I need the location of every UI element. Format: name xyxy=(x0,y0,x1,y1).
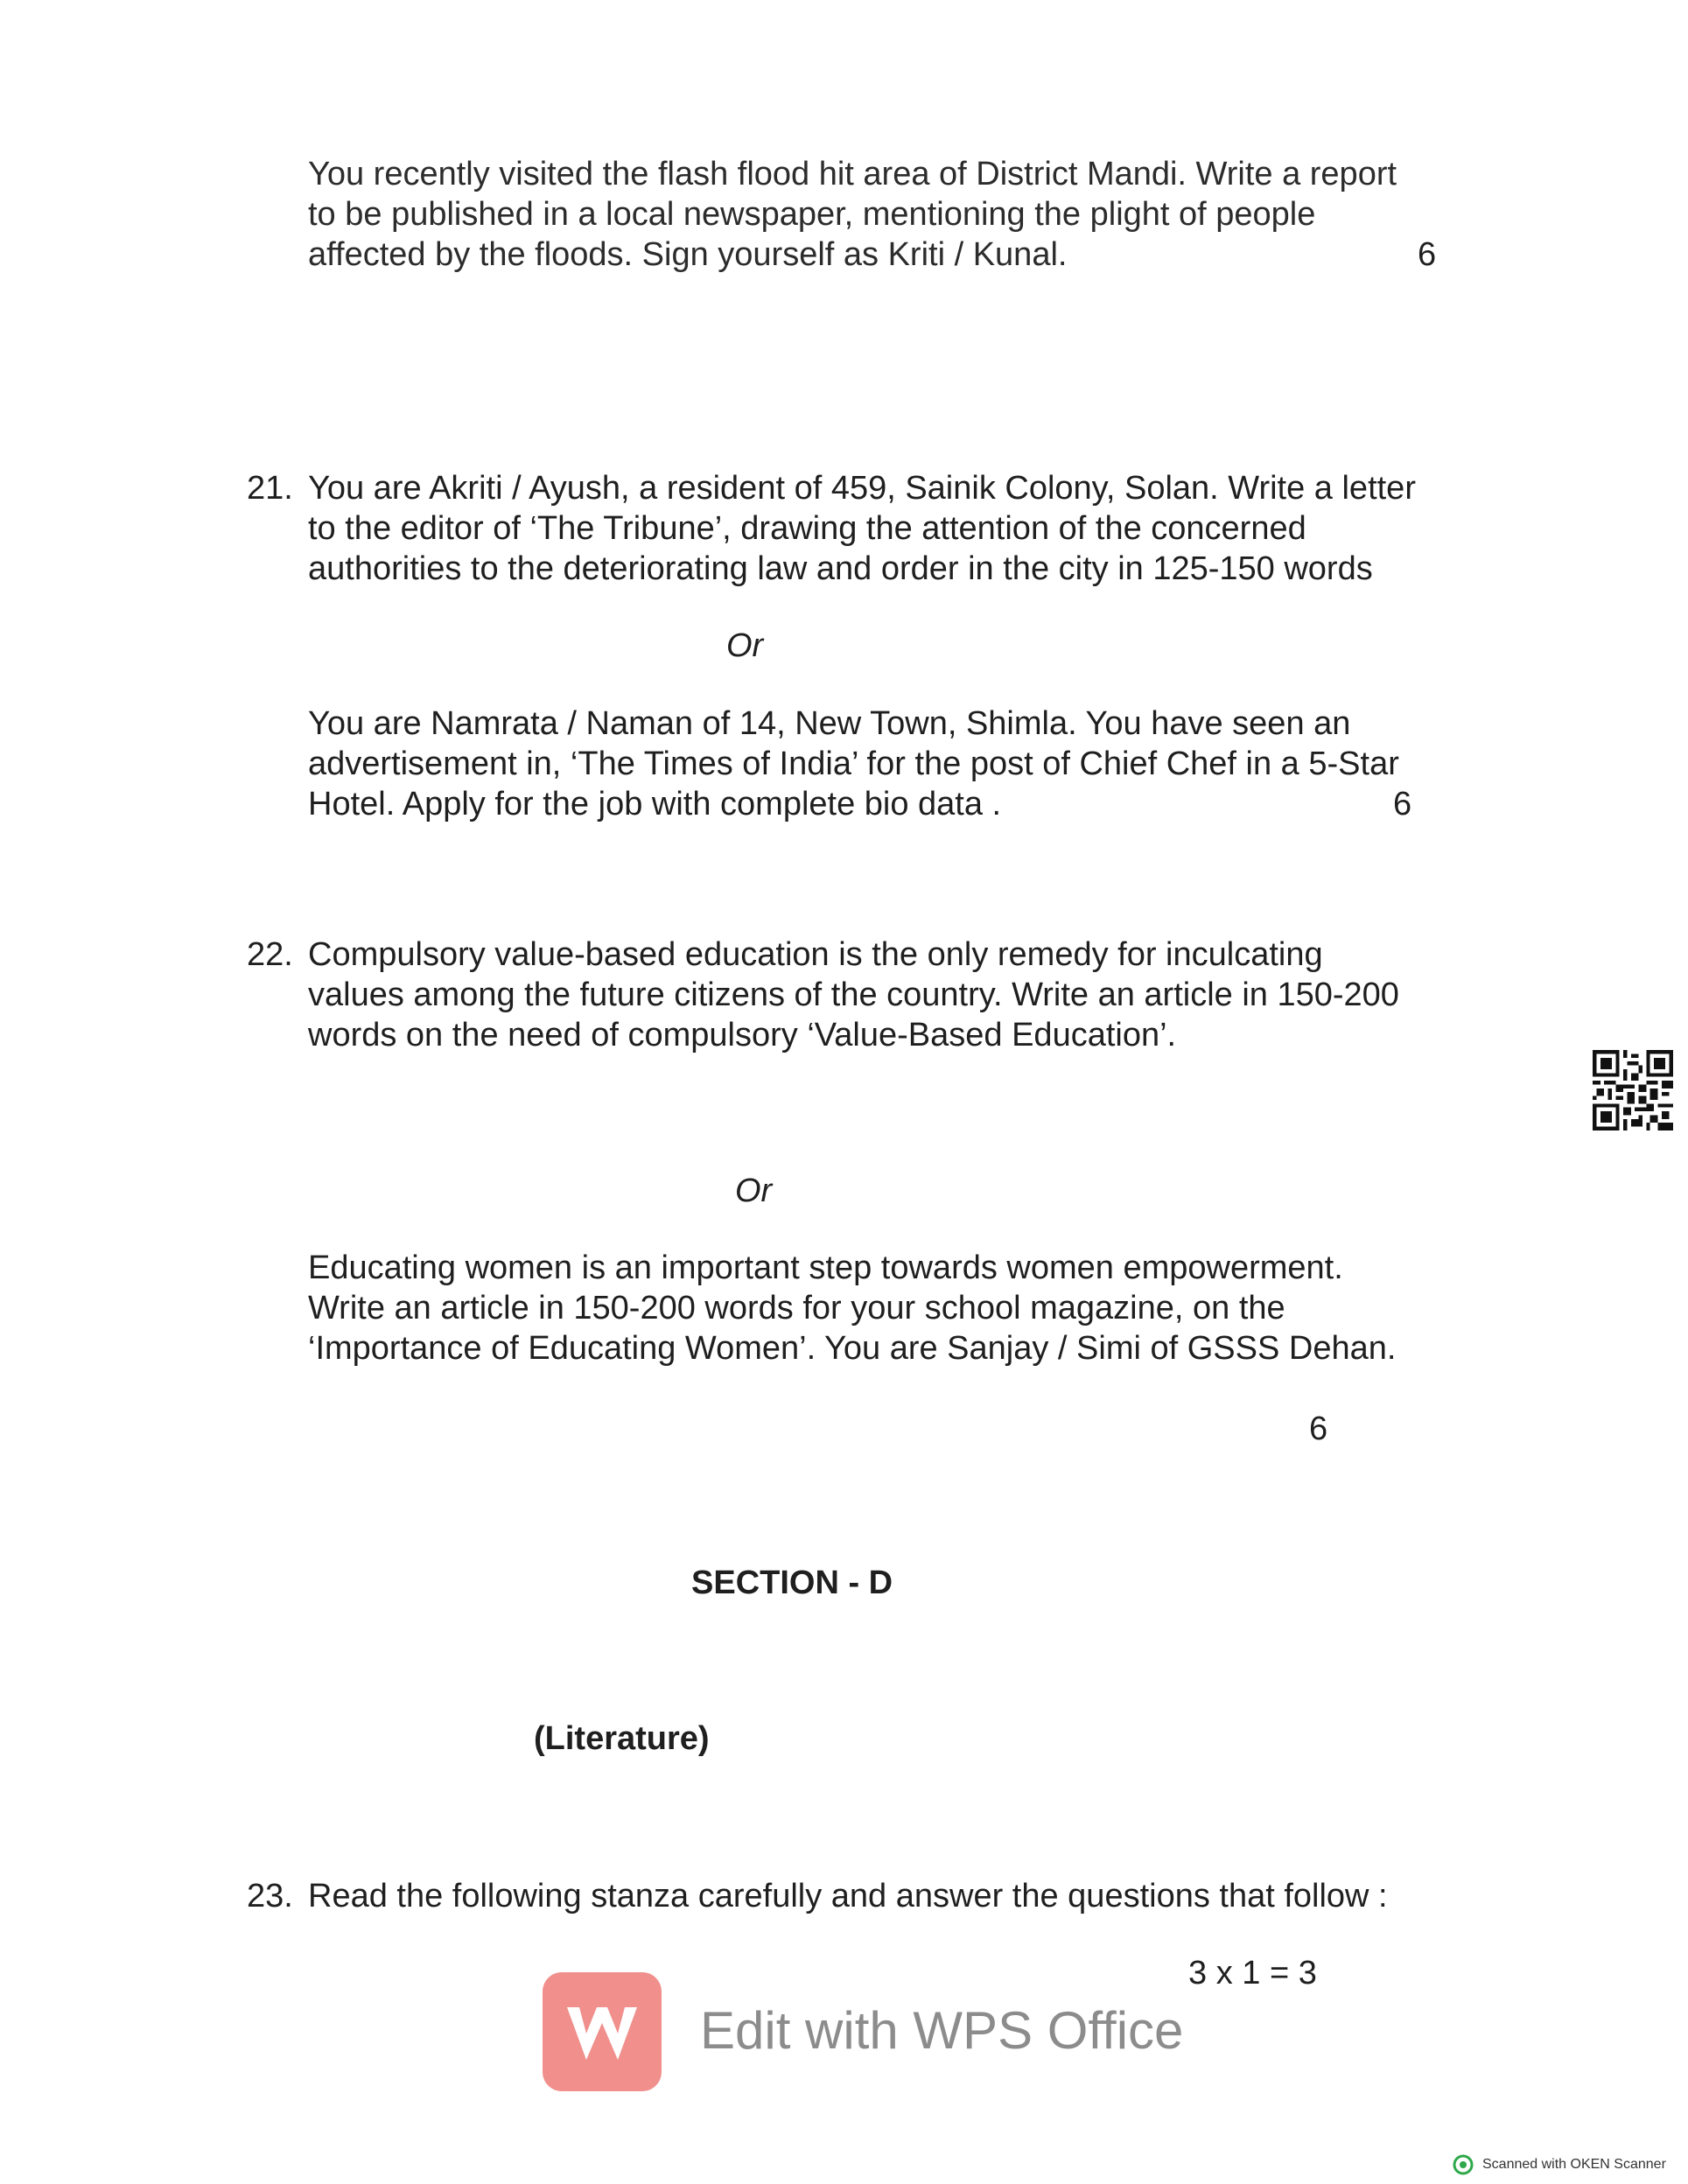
q23-text: Read the following stanza carefully and answer the questions that follow : xyxy=(308,1878,1388,1914)
q21-number: 21. xyxy=(247,470,293,507)
wps-watermark-text: Edit with WPS Office xyxy=(700,2001,1184,2060)
q21-marks: 6 xyxy=(1393,786,1412,822)
q22-marks: 6 xyxy=(1309,1410,1328,1447)
q22-text: Compulsory value-based education is the only remedy for inculcating values among the future citizens of the country. Write an article in 150-200 words on the need of compulsory ‘Value-Based Education’. xyxy=(308,936,1399,1054)
q21-alt-text: You are Namrata / Naman of 14, New Town, Shimla. You have seen an advertisement in, ‘The Times of India’ for the post of Chief Chef in a 5-Star Hotel. Apply for the job with complete bio data . xyxy=(308,705,1399,822)
q22-alt-text: Educating women is an important step towards women empowerment. Write an article in 150-200 words for your school magazine, on the ‘Importance of Educating Women’. You are Sanjay / Simi of GSSS Dehan. xyxy=(308,1250,1397,1367)
scanner-badge-text: Scanned with OKEN Scanner xyxy=(1482,2157,1666,2172)
qr-code-icon xyxy=(1593,1050,1673,1130)
q22-number: 22. xyxy=(247,936,293,973)
q20-or-text: You recently visited the flash flood hit area of District Mandi. Write a report to be published in a local newspaper, mentioning the plight of people affected by the floods. Sign yourself as Kriti / Kunal. xyxy=(308,156,1397,273)
q23-marks: 3 x 1 = 3 xyxy=(1188,1955,1317,1992)
q21-text: You are Akriti / Ayush, a resident of 459, Sainik Colony, Solan. Write a letter to the editor of ‘The Tribune’, drawing the attention of the concerned authorities to the deteriorating law and order in the city in 125-150 words xyxy=(308,470,1416,587)
q22-or: Or xyxy=(735,1172,773,1209)
oken-scanner-icon xyxy=(1453,2154,1474,2175)
q21-or: Or xyxy=(726,627,764,664)
q20-marks: 6 xyxy=(1418,236,1437,273)
section-heading: SECTION - D xyxy=(691,1564,893,1601)
wps-logo-icon xyxy=(543,1972,662,2091)
section-subheading: (Literature) xyxy=(534,1720,710,1757)
q23-number: 23. xyxy=(247,1878,293,1914)
scanner-badge xyxy=(1453,2154,1666,2175)
